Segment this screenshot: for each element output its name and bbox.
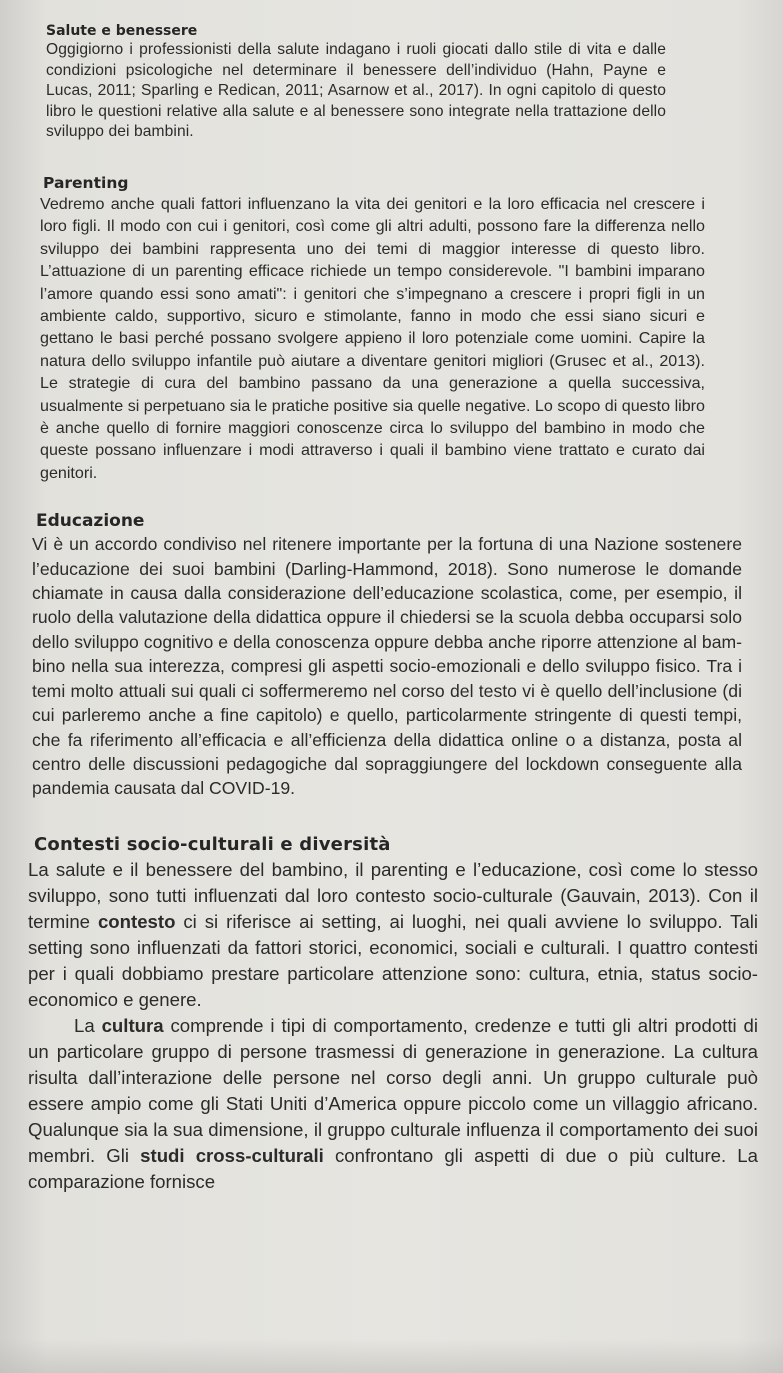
section-paragraph	[28, 857, 758, 1013]
text-run: La salute e il benessere del bambino, il parenting e l’educazione, così come lo stesso sviluppo, sono tutti influenzati dal loro contesto socio-culturale (Gauvain, 2013). Con il termine	[28, 858, 758, 932]
text-run: confrontano gli aspetti di due o più culture. La comparazione fornisce	[28, 1144, 758, 1192]
section-paragraph: Oggigiorno i professionisti della salute indagano i ruoli giocati dallo stile di vita e dalle condizioni psicologiche nel determinare il benessere dell’individuo (Hahn, Payne e Lucas, 2011; Sparling e Redican, 2011; Asarnow et al., 2017). In ogni capitolo di questo libro le questioni relative alla salute e al benessere sono integrate nella trattazione dello sviluppo dei bambini.	[46, 41, 666, 141]
section-heading: Contesti socio-culturali e diversità	[34, 833, 391, 855]
page-bottom-shadow	[0, 1339, 783, 1373]
key-term-contesto: contesto	[97, 910, 176, 932]
section-heading: Educazione	[36, 511, 145, 532]
text-run: La	[74, 1014, 102, 1036]
text-run: comprende i tipi di comportamento, credenze e tutti gli altri prodotti di un particolare gruppo di persone trasmessi di generazione in generazione. La cultura risulta dall’interazione delle persone nel corso degli anni. Un gruppo culturale può essere ampio come gli Stati Uniti d’America oppure piccolo come un villaggio africano. Qualunque sia la sua dimensione, il gruppo culturale influenza il comportamento dei suoi membri. Gli	[28, 1014, 758, 1166]
section-salute-benessere	[34, 22, 754, 143]
key-term-cultura: cultura	[101, 1014, 164, 1036]
text-run: ci si riferisce ai setting, ai luoghi, nei quali avviene lo sviluppo. Tali setting sono influenzati da fattori storici, economici, sociali e culturali. I quattro contesti per i quali dobbiamo prestare particolare attenzione sono: cultura, etnia, status socio-economico e genere.	[28, 910, 758, 1010]
section-parenting	[34, 173, 754, 484]
section-contesti-socio-culturali	[28, 833, 758, 1195]
section-paragraph: Vi è un accordo condiviso nel ritenere importante per la fortuna di una Nazione sostenere l’educazione dei suoi bambini (Darling-Hammond, 2018). Sono numerose le domande chiamate in causa dalla considerazione dell’educazione scolastica, come, per esempio, il ruolo della valutazione della didattica oppure il chiedersi se la scuola debba occuparsi solo dello sviluppo cognitivo e della conoscenza oppure debba anche riporre attenzione al bambino nella sua interezza, compresi gli aspetti socio-emozionali e dello sviluppo fisico. Tra i temi molto attuali sui quali ci soffermeremo nel corso del testo vi è quello dell’inclusione (di cui parleremo anche a fine capitolo) e quello, particolarmente stringente di questi tempi, che fa riferimento all’efficacia e all’efficienza della didattica online o a distanza, posta al centro delle discussioni pedagogiche dal sopraggiungere del lockdown conseguente alla pandemia causata dal COVID-19.	[32, 534, 742, 799]
key-term-studi-cross-culturali: studi cross-culturali	[140, 1144, 324, 1166]
section-paragraph: Vedremo anche quali fattori influenzano la vita dei genitori e la loro efficacia nel crescere i loro figli. Il modo con cui i genitori, così come gli altri adulti, possono fare la differenza nello sviluppo dei bambini rappresenta uno dei temi di maggior interesse di questo libro. L’attuazione di un parenting efficace richiede un tempo considerevole. "I bambini imparano l’amore quando essi sono amati": i genitori che s’impegnano a crescere i propri figli in un ambiente caldo, supportivo, sicuro e stimolante, fanno in modo che essi siano sicuri e gettano le basi perché possano svolgere appieno il loro potenziale come uomini. Capire la natura dello sviluppo infantile può aiutare a diventare genitori migliori (Grusec et al., 2013). Le strategie di cura del bambino passano da una generazione a quella successiva, usualmente si perpetuano sia le pratiche positive sia quelle negative. Lo scopo di questo libro è anche quello di fornire maggiori conoscenze circa lo sviluppo del bambino in modo che queste possano influenzare i modi attraverso i quali il bambino viene trattato e curato dai genitori.	[40, 194, 705, 482]
section-heading: Parenting	[43, 173, 129, 192]
section-paragraph	[28, 1013, 758, 1195]
section-educazione	[34, 510, 754, 800]
text-column	[28, 22, 758, 1195]
section-heading: Salute e benessere	[46, 23, 198, 39]
